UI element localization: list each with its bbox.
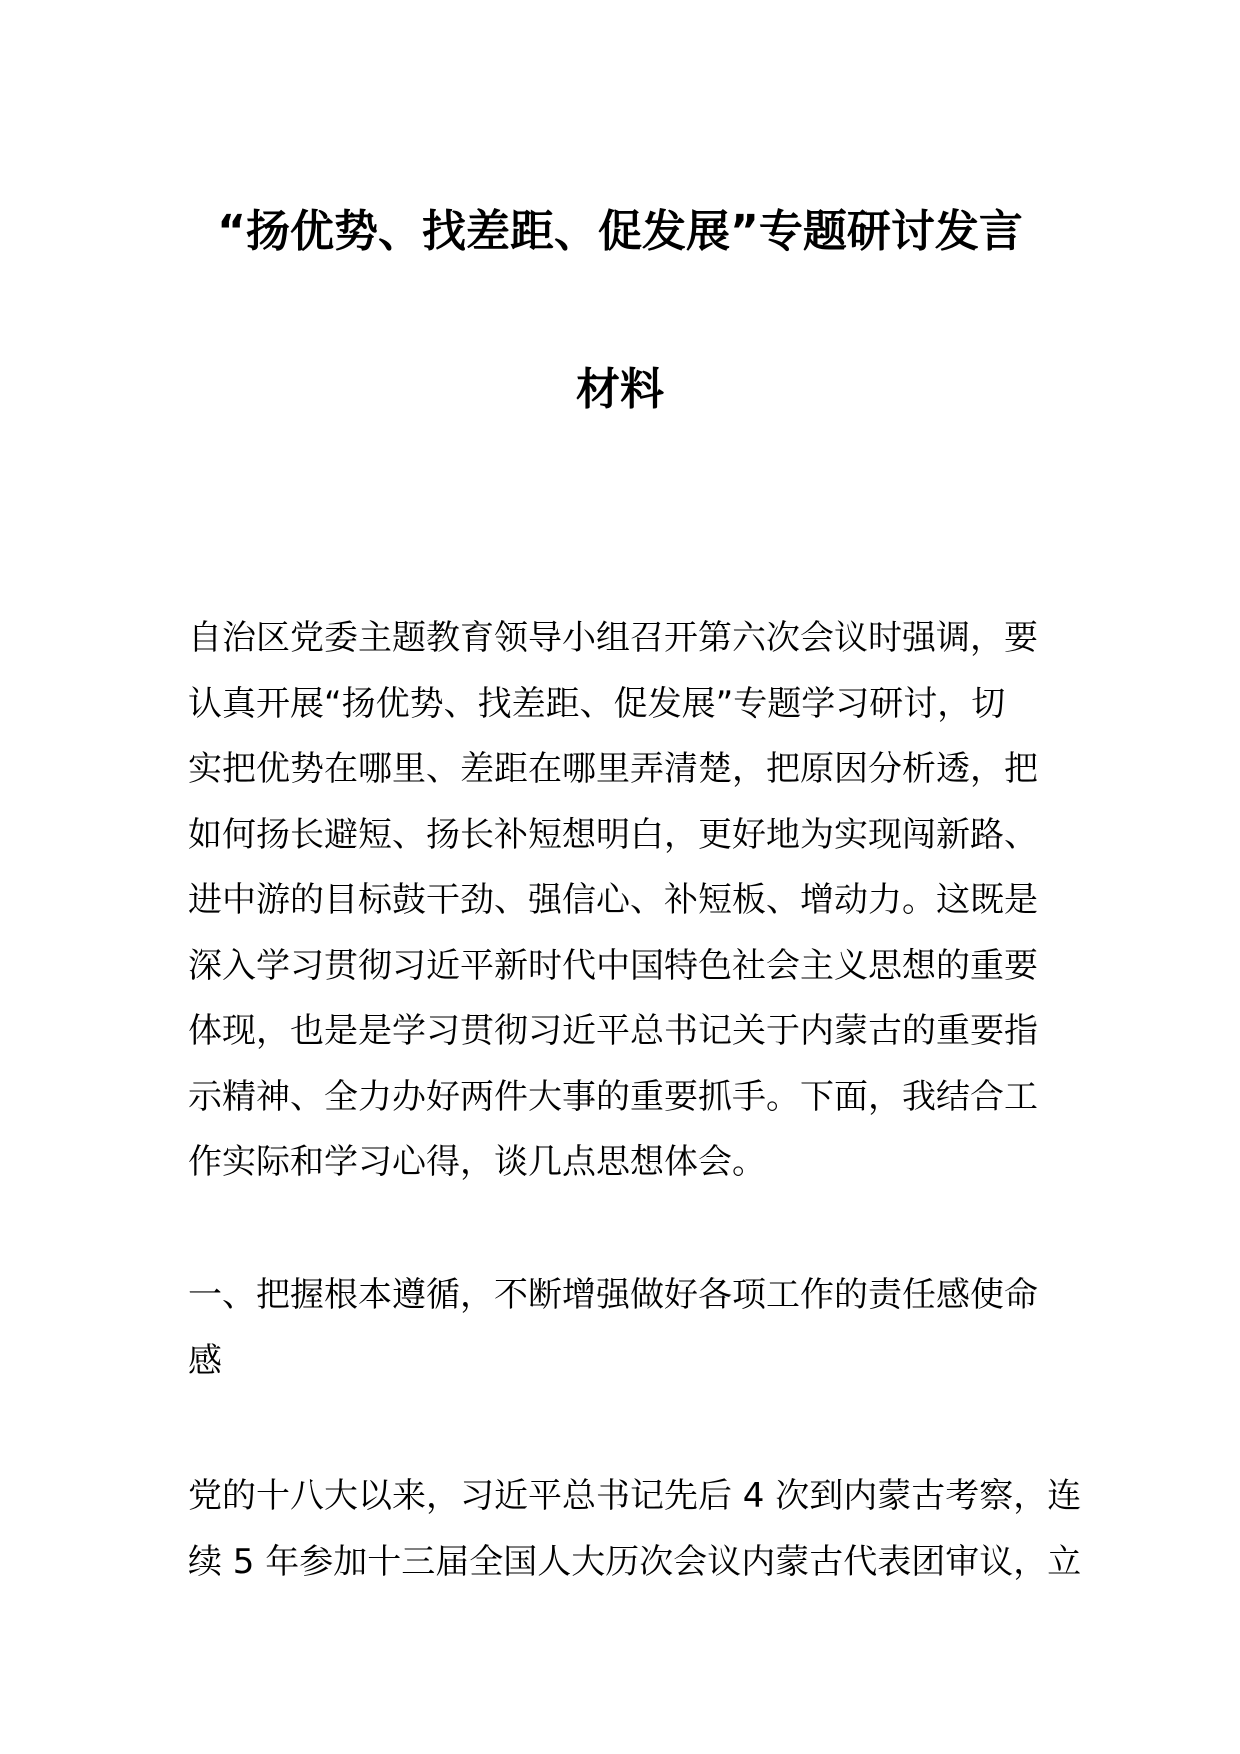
paragraph-line: 续 5 年参加十三届全国人大历次会议内蒙古代表团审议，立 xyxy=(188,1541,1082,1582)
paragraph-line: 深入学习贯彻习近平新时代中国特色社会主义思想的重要 xyxy=(188,945,1038,986)
section-heading-1 xyxy=(188,1263,1052,1394)
paragraph-line: 感 xyxy=(188,1340,222,1381)
paragraph-line: 一、把握根本遵循，不断增强做好各项工作的责任感使命 xyxy=(188,1275,1038,1315)
paragraph-line: 如何扬长避短、扬长补短想明白，更好地为实现闯新路、 xyxy=(188,814,1038,855)
paragraph-line: 体现，也是是学习贯彻习近平总书记关于内蒙古的重要指 xyxy=(188,1011,1038,1051)
body-paragraph xyxy=(188,1464,1082,1595)
paragraph-line: 示精神、全力办好两件大事的重要抓手。下面，我结合工 xyxy=(188,1076,1038,1117)
paragraph-line: 认真开展“扬优势、找差距、促发展”专题学习研讨，切 xyxy=(188,683,1006,724)
paragraph-line: 作实际和学习心得，谈几点思想体会。 xyxy=(188,1142,766,1182)
paragraph-line: 实把优势在哪里、差距在哪里弄清楚，把原因分析透，把 xyxy=(188,749,1038,789)
paragraph-line: 进中游的目标鼓干劲、强信心、补短板、增动力。这既是 xyxy=(188,880,1038,920)
intro-paragraph xyxy=(188,606,1052,1196)
paragraph-line: 党的十八大以来，习近平总书记先后 4 次到内蒙古考察，连 xyxy=(188,1476,1082,1516)
paragraph-line: 自治区党委主题教育领导小组召开第六次会议时强调，要 xyxy=(188,618,1038,658)
document-title-line-2: 材料 xyxy=(576,364,664,415)
document-title-line-1: “扬优势、找差距、促发展”专题研讨发言 xyxy=(217,206,1023,257)
